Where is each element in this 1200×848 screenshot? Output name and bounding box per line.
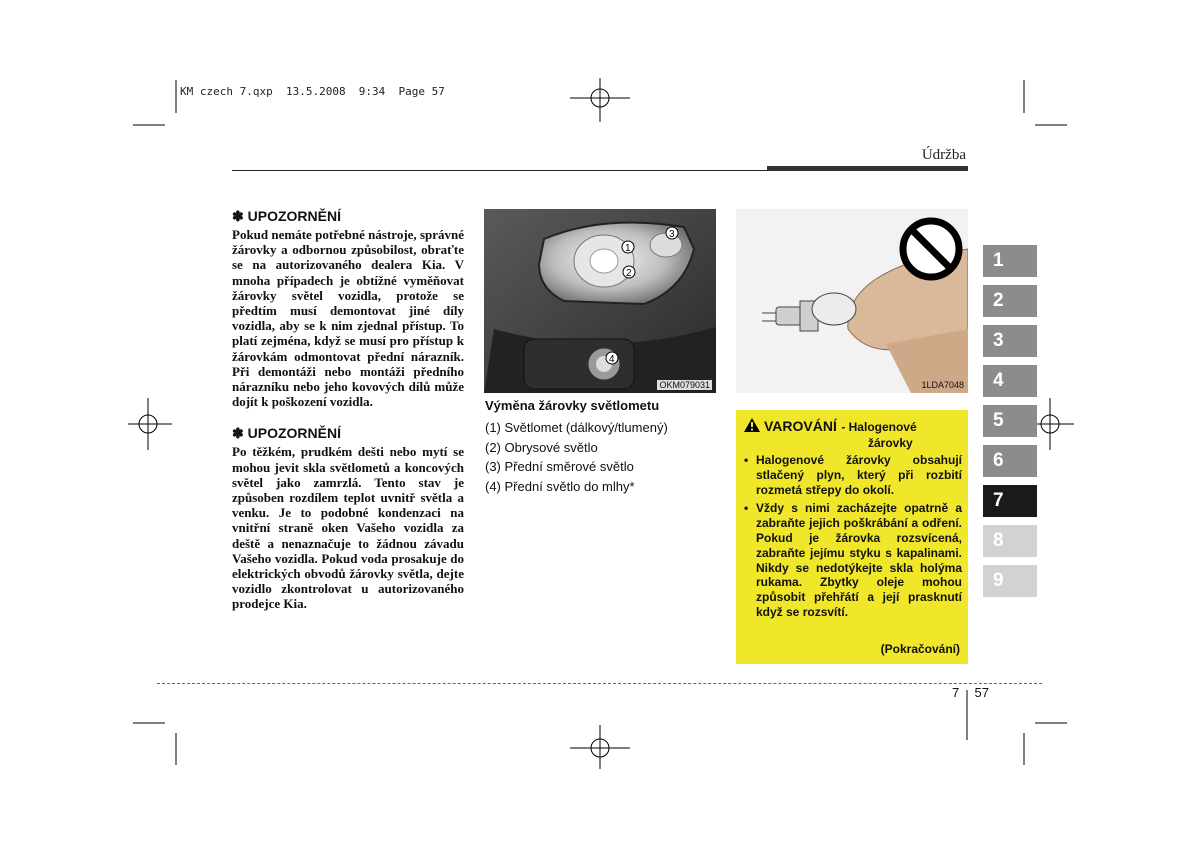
bullet: • [744, 453, 749, 467]
chapter-tab-label: 9 [993, 570, 1004, 591]
warning-title: VAROVÁNÍ [764, 418, 837, 434]
chapter-tab-4[interactable] [983, 365, 1037, 397]
registration-mark-top [570, 76, 630, 124]
caption-item: (4) Přední světlo do mlhy* [485, 478, 635, 494]
chapter-tab-8[interactable] [983, 525, 1037, 557]
warning-list [744, 453, 962, 624]
notice-heading: ✽ UPOZORNĚNÍ [232, 425, 341, 442]
continued-label: (Pokračování) [880, 642, 960, 656]
caption-heading: Výměna žárovky světlometu [485, 398, 660, 413]
bullet: • [744, 501, 749, 516]
chapter-tab-2[interactable] [983, 285, 1037, 317]
chapter-tab-label: 7 [993, 490, 1004, 511]
chapter-tabs [983, 245, 1037, 605]
callout-2: 2 [626, 268, 632, 279]
page-number [952, 685, 989, 700]
chapter-tab-5[interactable] [983, 405, 1037, 437]
warning-header [744, 418, 962, 450]
warning-item [744, 501, 962, 619]
chapter-tab-label: 4 [993, 370, 1004, 391]
warning-subtitle-line2: žárovky [868, 436, 913, 450]
callout-1: 1 [625, 243, 631, 254]
page-chapter: 7 [952, 685, 960, 700]
caption-list [485, 418, 668, 496]
chapter-tab-label: 6 [993, 450, 1004, 471]
chapter-tab-9[interactable] [983, 565, 1037, 597]
chapter-tab-1[interactable] [983, 245, 1037, 277]
header-rule-accent [767, 166, 968, 171]
caption-item: (1) Světlomet (dálkový/tlumený) [485, 420, 668, 435]
notice-block [232, 208, 464, 409]
headlight-photo [484, 209, 716, 393]
chapter-tab-6[interactable] [983, 445, 1037, 477]
caption-item: (3) Přední směrové světlo [485, 459, 634, 474]
chapter-tab-7[interactable] [983, 485, 1037, 517]
chapter-tab-3[interactable] [983, 325, 1037, 357]
section-title: Údržba [921, 147, 966, 163]
bulb-handling-photo [736, 209, 968, 393]
caption-item: (2) Obrysové světlo [485, 439, 598, 455]
prohibition-icon [903, 221, 959, 277]
registration-mark-left [128, 398, 172, 450]
warning-item [744, 453, 962, 497]
page-number-value: 57 [974, 685, 989, 700]
chapter-tab-label: 5 [993, 410, 1004, 431]
chapter-tab-label: 8 [993, 530, 1004, 551]
notice-text: Po těžkém, prudkém dešti nebo mytí se mohou jevit skla světlometů a koncových světel jako zamrzlá. Tento stav je způsoben rozdílem teplot uvnitř světla a venku. Je to podobné kondenzaci na vnitřní straně oken Vašeho vozidla za deště a nenaznačuje to žádnou závadu Vašeho vozidla. Pokud voda prosakuje do elektrických obvodů žárovky světla, dejte vozidlo zkontrolovat u autorizovaného prodejce Kia. [232, 444, 464, 612]
figure-code: OKM079031 [659, 380, 710, 390]
chapter-tab-label: 2 [993, 290, 1004, 311]
chapter-tab-label: 1 [993, 250, 1004, 271]
footer-rule [157, 683, 1042, 684]
notice-column [232, 208, 464, 628]
warning-subtitle: - Halogenové [841, 420, 917, 434]
chapter-tab-label: 3 [993, 330, 1004, 351]
callout-3: 3 [669, 229, 675, 240]
headlight-illustration [484, 209, 716, 393]
notice-text: Pokud nemáte potřebné nástroje, správné žárovky a odbornou způsobilost, obraťte se na autorizovaného dealera Kia. V mnoha případech je obtížné vyměňovat žárovky světel vozidla, protože se předtím musí demontovat jiné díly vozidla, aby se k nim zjednal přístup. To platí zejména, když se musí pro přístup k žárovkám odmontovat přední nárazník. Při demontáži nebo montáži předního nárazníku nebo jeho kovových dílů může dojít k poškození vozidla. [232, 227, 464, 410]
warning-item-text: Vždy s nimi zacházejte opatrně a zabraňte jejich poškrábání a odření. Pokud je žárovka rozsvícená, zabraňte jejímu styku s kapalinami. Nikdy se nedotýkejte skla holýma rukama. Zbytky oleje mohou způsobit přehřátí a její prasknutí když se rozsvítí. [756, 501, 962, 619]
warning-triangle-icon [744, 418, 760, 432]
figure-code: 1LDA7048 [921, 380, 964, 390]
print-slug: KM czech 7.qxp 13.5.2008 9:34 Page 57 [180, 85, 445, 98]
warning-item-text: Halogenové žárovky obsahují stlačený plyn, který při rozbití rozmetá střepy do okolí. [756, 453, 962, 497]
callout-4: 4 [609, 354, 615, 365]
registration-mark-bottom [570, 723, 630, 771]
notice-block [232, 425, 464, 611]
notice-heading: ✽ UPOZORNĚNÍ [232, 208, 341, 224]
warning-box [736, 410, 968, 664]
bulb-illustration [736, 209, 968, 393]
